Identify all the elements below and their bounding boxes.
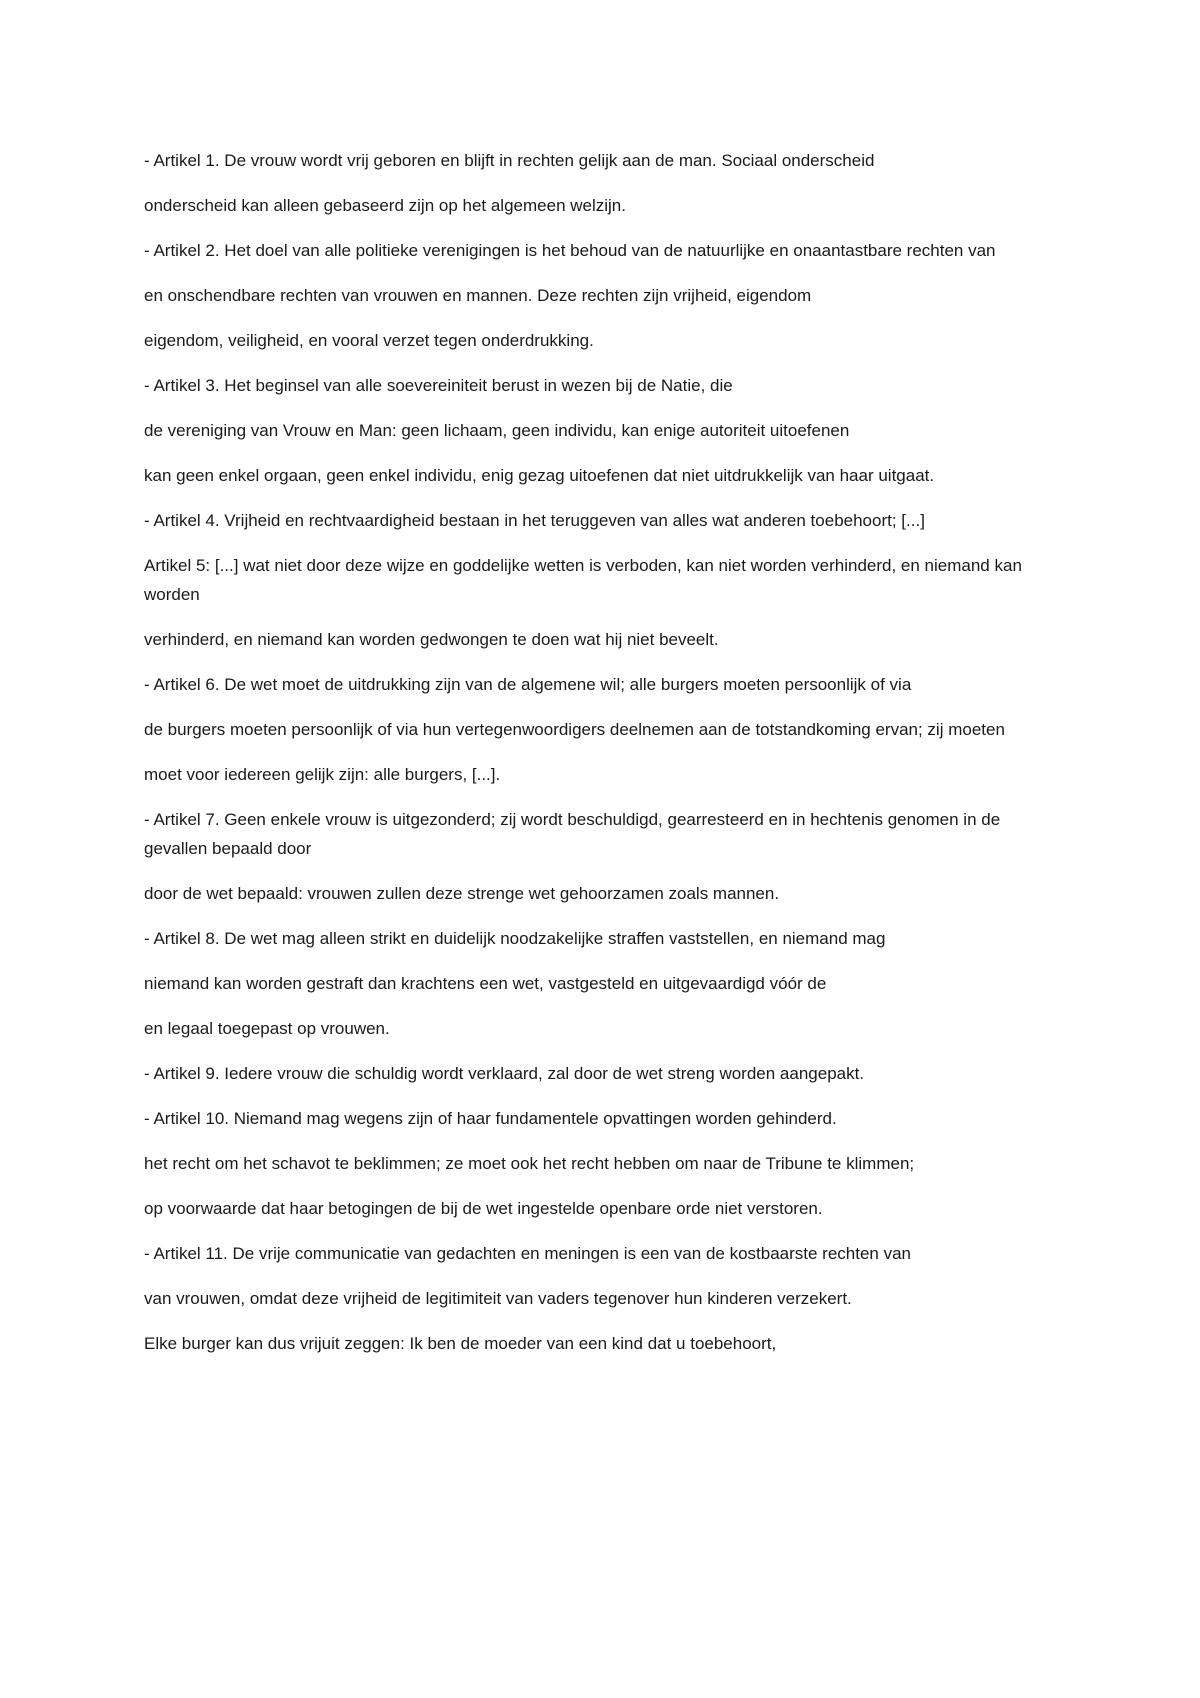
paragraph: - Artikel 10. Niemand mag wegens zijn of haar fundamentele opvattingen worden gehinderd.	[144, 1109, 837, 1128]
paragraph: - Artikel 3. Het beginsel van alle soevereiniteit berust in wezen bij de Natie, die	[144, 376, 733, 395]
paragraph: - Artikel 1. De vrouw wordt vrij geboren en blijft in rechten gelijk aan de man. Sociaal onderscheid	[144, 151, 875, 170]
paragraph: - Artikel 6. De wet moet de uitdrukking zijn van de algemene wil; alle burgers moeten persoonlijk of via	[144, 675, 912, 694]
paragraph: door de wet bepaald: vrouwen zullen deze strenge wet gehoorzamen zoals mannen.	[144, 884, 780, 903]
paragraph: en legaal toegepast op vrouwen.	[144, 1019, 390, 1038]
paragraph: en onschendbare rechten van vrouwen en mannen. Deze rechten zijn vrijheid, eigendom	[144, 286, 812, 305]
paragraph: Artikel 5: [...] wat niet door deze wijze en goddelijke wetten is verboden, kan niet worden verhinderd, en niemand kan worden	[144, 556, 1022, 604]
paragraph: kan geen enkel orgaan, geen enkel individu, enig gezag uitoefenen dat niet uitdrukkelijk van haar uitgaat.	[144, 466, 935, 485]
paragraph: - Artikel 9. Iedere vrouw die schuldig wordt verklaard, zal door de wet streng worden aangepakt.	[144, 1064, 865, 1083]
paragraph: moet voor iedereen gelijk zijn: alle burgers, [...].	[144, 765, 501, 784]
paragraph: eigendom, veiligheid, en vooral verzet tegen onderdrukking.	[144, 331, 594, 350]
document-body	[144, 146, 1064, 1374]
paragraph: op voorwaarde dat haar betogingen de bij de wet ingestelde openbare orde niet verstoren.	[144, 1199, 823, 1218]
paragraph: - Artikel 2. Het doel van alle politieke verenigingen is het behoud van de natuurlijke en onaantastbare rechten van	[144, 241, 996, 260]
paragraph: Elke burger kan dus vrijuit zeggen: Ik ben de moeder van een kind dat u toebehoort,	[144, 1334, 777, 1353]
paragraph: van vrouwen, omdat deze vrijheid de legitimiteit van vaders tegenover hun kinderen verzekert.	[144, 1289, 852, 1308]
paragraph: - Artikel 4. Vrijheid en rechtvaardigheid bestaan in het teruggeven van alles wat anderen toebehoort; [...]	[144, 511, 925, 530]
paragraph: - Artikel 7. Geen enkele vrouw is uitgezonderd; zij wordt beschuldigd, gearresteerd en in hechtenis genomen in de gevallen bepaald door	[144, 810, 1001, 858]
paragraph: de burgers moeten persoonlijk of via hun vertegenwoordigers deelnemen aan de totstandkoming ervan; zij moeten	[144, 720, 1005, 739]
paragraph: onderscheid kan alleen gebaseerd zijn op het algemeen welzijn.	[144, 196, 626, 215]
paragraph: - Artikel 11. De vrije communicatie van gedachten en meningen is een van de kostbaarste rechten van	[144, 1244, 912, 1263]
paragraph: niemand kan worden gestraft dan krachtens een wet, vastgesteld en uitgevaardigd vóór de	[144, 974, 827, 993]
paragraph: verhinderd, en niemand kan worden gedwongen te doen wat hij niet beveelt.	[144, 630, 719, 649]
paragraph: - Artikel 8. De wet mag alleen strikt en duidelijk noodzakelijke straffen vaststellen, en niemand mag	[144, 929, 886, 948]
paragraph: het recht om het schavot te beklimmen; ze moet ook het recht hebben om naar de Tribune te klimmen;	[144, 1154, 915, 1173]
paragraph: de vereniging van Vrouw en Man: geen lichaam, geen individu, kan enige autoriteit uitoefenen	[144, 421, 850, 440]
